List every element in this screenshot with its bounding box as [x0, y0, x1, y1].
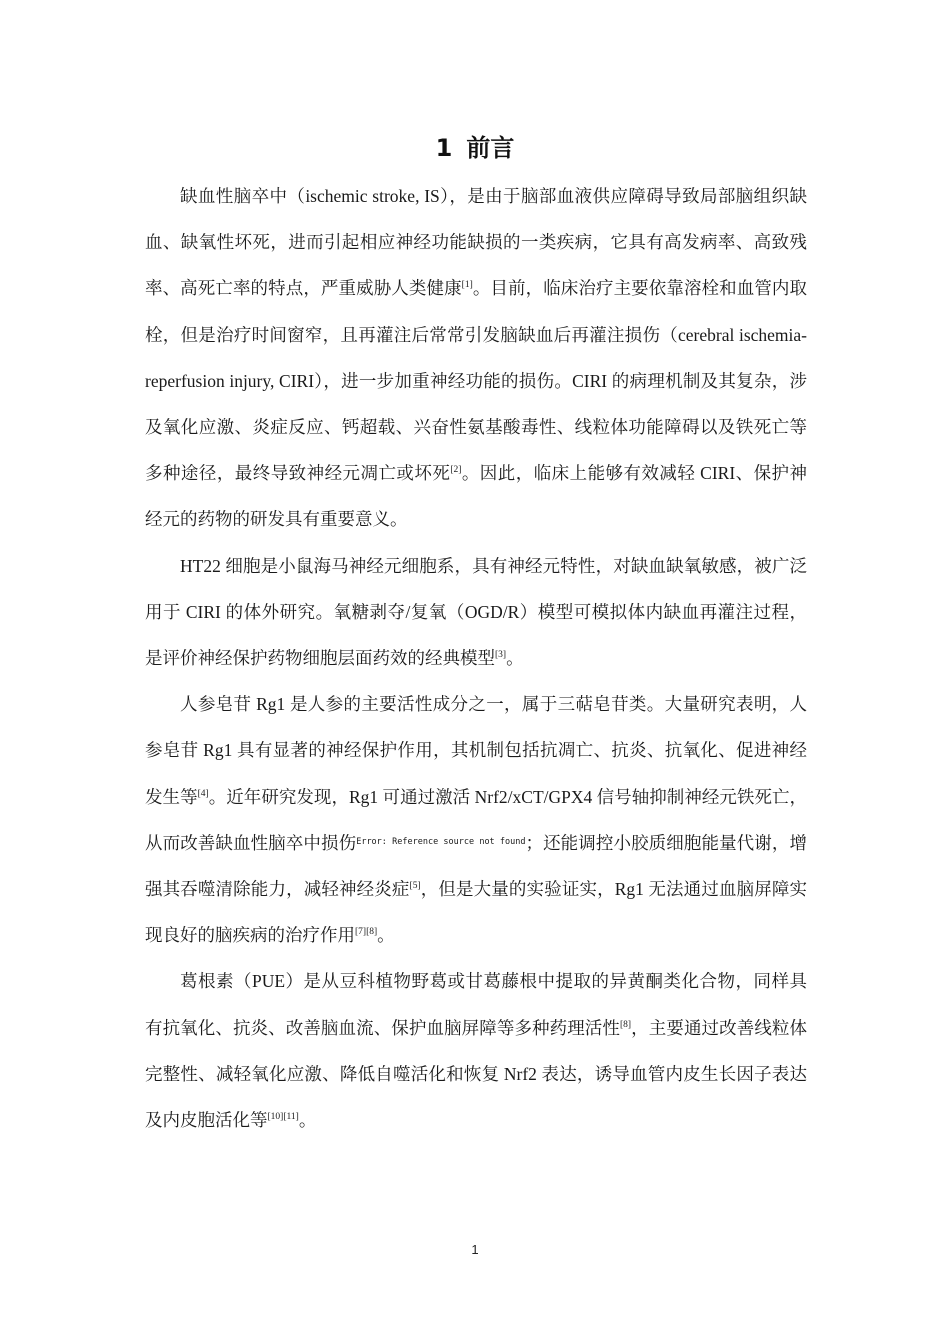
body-text	[145, 173, 807, 1143]
citation-superscript: [7][8]	[355, 927, 378, 938]
citation-superscript: [10][11]	[267, 1112, 299, 1123]
paragraph	[145, 958, 807, 1143]
paragraph-text: 。	[506, 648, 524, 669]
paragraph-text: ，主要通过改善线粒体完整性、减轻氧化应激、降低自噬活化和恢复 Nrf2 表达，诱导血管内皮生长因子表达及内皮胞活化等	[145, 1017, 808, 1131]
page-number: 1	[471, 1242, 479, 1257]
citation-superscript: [8]	[620, 1019, 632, 1030]
paragraph-text: 。近年研究发现，Rg1 可通过激活 Nrf2/xCT/GPX4 信号轴抑制神经元铁死亡，从而改善缺血性脑卒中损伤	[145, 786, 808, 853]
paragraph-text: ；还能调控小胶质细胞能量代谢，增强其吞噬清除能力，减轻神经炎症	[145, 832, 807, 900]
citation-superscript: [1]	[461, 280, 473, 291]
citation-superscript: [2]	[450, 465, 462, 476]
paragraph	[145, 681, 807, 958]
section-number: 1	[435, 134, 453, 163]
paragraph-text: 。	[377, 925, 395, 946]
citation-superscript: [4]	[197, 788, 209, 799]
paragraph-text: ，但是大量的实验证实，Rg1 无法通过血脑屏障实现良好的脑疾病的治疗作用	[145, 879, 807, 946]
section-title: 前言	[466, 134, 515, 163]
paragraph-text: 。因此，临床上能够有效减轻 CIRI、保护神经元的药物的研发具有重要意义。	[145, 463, 807, 530]
paragraph-text: 。	[298, 1110, 317, 1131]
citation-superscript: [5]	[409, 881, 421, 892]
section-heading	[0, 128, 950, 168]
citation-superscript: [3]	[495, 650, 507, 661]
paragraph-text: 。目前，临床治疗主要依靠溶栓和血管内取栓，但是治疗时间窗窄，且再灌注后常常引发脑缺血后再灌注损伤（cerebral ischemia-reperfusion injury, CIRI），进一步加重神经功能的损伤。CIRI 的病理机制及其复杂，涉及氧化应激、炎症反应、钙超载、兴奋性氨基酸毒性、线粒体功能障碍以及铁死亡等多种途径，最终导致神经元凋亡或坏死	[145, 278, 808, 484]
paragraph	[145, 173, 807, 543]
paragraph-text: 人参皂苷 Rg1 是人参的主要活性成分之一，属于三萜皂苷类。大量研究表明，人参皂苷 Rg1 具有显著的神经保护作用，其机制包括抗凋亡、抗炎、抗氧化、促进神经发生等	[145, 694, 807, 807]
paragraph-text: HT22 细胞是小鼠海马神经元细胞系，具有神经元特性，对缺血缺氧敏感，被广泛用于 CIRI 的体外研究。氧糖剥夺/复氧（OGD/R）模型可模拟体内缺血再灌注过程，是评价神经保护药物细胞层面药效的经典模型	[145, 555, 807, 669]
citation-superscript: Error: Reference source not found	[356, 836, 526, 847]
paragraph-text: 缺血性脑卒中（ischemic stroke, IS），是由于脑部血液供应障碍导致局部脑组织缺血、缺氧性坏死，进而引起相应神经功能缺损的一类疾病，它具有高发病率、高致残率、高死亡率的特点，严重威胁人类健康	[145, 186, 807, 299]
paragraph-text: 葛根素（PUE）是从豆科植物野葛或甘葛藤根中提取的异黄酮类化合物，同样具有抗氧化、抗炎、改善脑血流、保护血脑屏障等多种药理活性	[145, 971, 807, 1038]
paragraph	[145, 543, 807, 682]
